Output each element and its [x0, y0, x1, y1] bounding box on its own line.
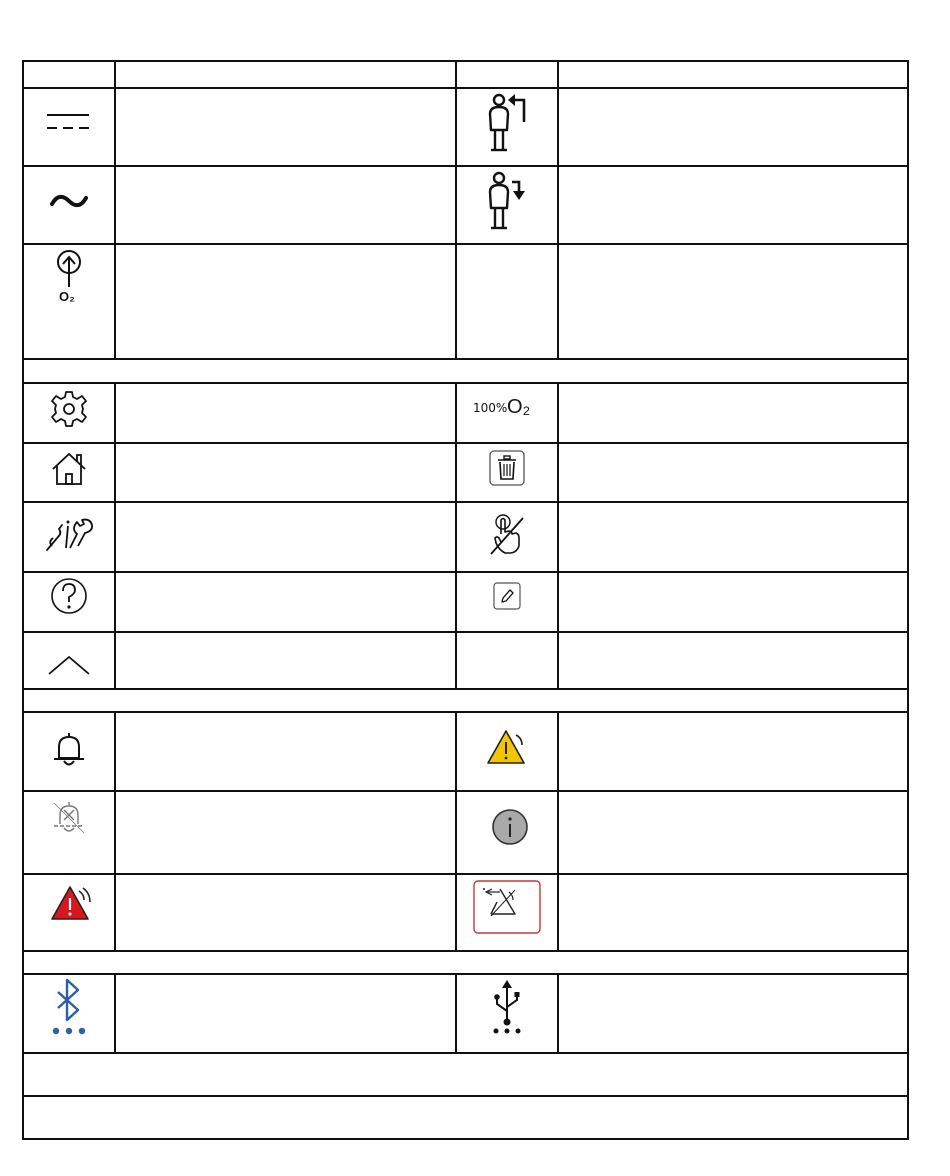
table-rule: [22, 873, 909, 875]
info-icon: [490, 807, 530, 847]
table-rule: [22, 1052, 909, 1054]
column-rule: [455, 973, 457, 1054]
column-rule: [557, 382, 559, 690]
table-rule: [22, 87, 909, 89]
column-rule: [114, 382, 116, 690]
table-rule: [22, 1095, 909, 1097]
alarm-off-icon: [51, 800, 87, 836]
touch-lock-icon: [487, 512, 527, 556]
table-rule: [22, 711, 909, 713]
patient-up-icon: [486, 92, 528, 152]
header-cell-symbol: [26, 64, 112, 86]
table-rule: [22, 165, 909, 167]
table-rule: [22, 442, 909, 444]
high-priority-alarm-icon: [50, 885, 98, 925]
help-icon: [49, 576, 89, 616]
service-tools-icon: [44, 514, 96, 554]
table-rule: [22, 382, 909, 384]
header-cell-description: [561, 64, 905, 86]
table-rule: [22, 973, 909, 975]
column-rule: [455, 60, 457, 360]
column-rule: [114, 60, 116, 360]
direct-current-icon: [46, 112, 90, 132]
alternating-current-icon: [50, 192, 88, 210]
table-rule: [22, 358, 909, 360]
edit-pencil-icon: [493, 582, 521, 610]
header-cell-description: [118, 64, 453, 86]
oxygen-port-label: O₂: [59, 289, 75, 304]
table-border-left: [22, 60, 24, 1140]
column-rule: [557, 60, 559, 360]
medium-priority-alarm-icon: [486, 729, 532, 767]
table-rule: [22, 243, 909, 245]
column-rule: [114, 711, 116, 952]
patient-down-icon: [486, 170, 528, 230]
settings-gear-icon: [49, 389, 89, 429]
table-rule: [22, 501, 909, 503]
column-rule: [557, 711, 559, 952]
oxygen-100-suffix: O₂: [507, 396, 531, 418]
audio-paused-icon: [473, 880, 541, 934]
table-border-right: [907, 60, 909, 1140]
alarm-bell-icon: [51, 731, 87, 769]
bluetooth-icon: [50, 977, 90, 1037]
oxygen-100-prefix: 100%: [473, 401, 508, 415]
column-rule: [114, 973, 116, 1054]
usb-icon: [490, 977, 524, 1037]
header-cell-symbol: [459, 64, 555, 86]
table-rule: [22, 571, 909, 573]
chevron-up-icon: [47, 654, 91, 676]
home-icon: [51, 452, 87, 486]
table-border-bottom: [22, 1138, 909, 1140]
table-rule: [22, 950, 909, 952]
column-rule: [557, 973, 559, 1054]
table-rule: [22, 631, 909, 633]
table-rule: [22, 790, 909, 792]
column-rule: [455, 711, 457, 952]
oxygen-inlet-icon: [54, 249, 84, 289]
table-rule: [22, 688, 909, 690]
column-rule: [455, 382, 457, 690]
table-border-top: [22, 60, 909, 62]
trash-icon: [489, 450, 525, 486]
